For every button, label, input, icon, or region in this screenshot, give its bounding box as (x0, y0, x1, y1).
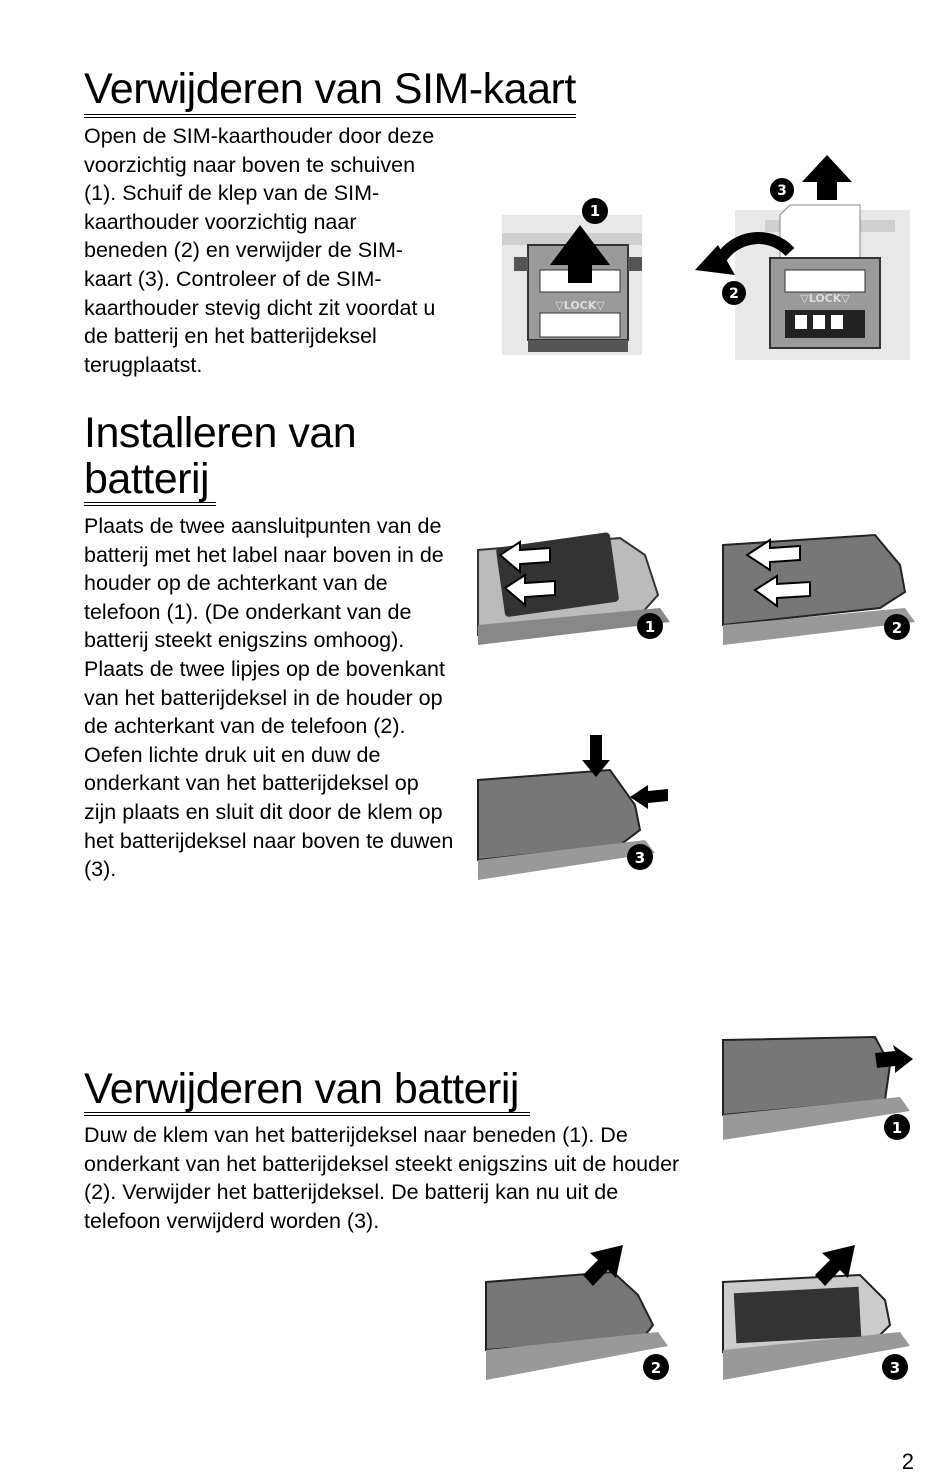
step-badge-1: 1 (589, 202, 601, 220)
heading-underline (84, 1112, 530, 1116)
heading-remove-sim: Verwijderen van SIM-kaart (84, 65, 576, 113)
paragraph-remove-sim: Open de SIM-kaarthouder door deze voorzichtig naar boven te schuiven (1). Schuif de klep van de SIM-kaarthouder voorzichtig naar beneden (2) en verwijder de SIM-kaart (3). Controleer of de SIM-kaarthouder stevig dicht zit voordat u de batterij en het batterijdeksel terugplaatst. (84, 124, 436, 377)
step-badge-1: 1 (891, 1119, 903, 1137)
lock-label: ▽LOCK▽ (800, 292, 850, 305)
step-badge-3: 3 (777, 183, 787, 199)
heading-underline (84, 502, 216, 506)
paragraph-install-battery: Plaats de twee aansluitpunten van de batterij met het label naar boven in de houder op de achterkant van de telefoon (1). (De onderkant van de batterij steekt enigszins omhoog). Plaats de twee lipjes op de bovenkant van het batterijdeksel in de houder op de achterkant van de telefoon (2). Oefen lichte druk uit en duw de onderkant van het batterijdeksel op zijn plaats en sluit dit door de klem op het batterijdeksel naar boven te duwen (3). (84, 514, 454, 882)
battery-cover-lift-illustration (478, 1240, 688, 1390)
step-badge-2: 2 (729, 286, 739, 302)
paragraph-remove-battery: Duw de klem van het batterijdeksel naar beneden (1). De onderkant van het batterijdeksel steekt enigszins uit de houder (2). Verwijder het batterijdeksel. De batterij kan nu uit de telefoon verwijderd worden (3). (84, 1123, 680, 1233)
sim-open-illustration (480, 195, 675, 365)
step-badge-1: 1 (644, 618, 656, 636)
battery-cover-insert-illustration (715, 530, 925, 655)
battery-insert-illustration (470, 530, 680, 655)
heading-install-battery: Installeren van batterij (84, 409, 357, 503)
step-badge-2: 2 (891, 619, 903, 637)
page-number: 2 (901, 1449, 914, 1474)
step-badge-3: 3 (634, 849, 646, 867)
heading-underline (84, 114, 576, 118)
step-badge-3: 3 (889, 1359, 901, 1377)
step-badge-2: 2 (650, 1359, 662, 1377)
arrow-up-icon (802, 155, 852, 200)
sim-remove-card-illustration (690, 150, 920, 365)
lock-label: ▽LOCK▽ (555, 299, 605, 312)
battery-cover-close-illustration (470, 735, 680, 885)
battery-remove-illustration (715, 1240, 925, 1390)
heading-remove-battery: Verwijderen van batterij (84, 1065, 519, 1113)
battery-clip-push-illustration (715, 1035, 925, 1155)
